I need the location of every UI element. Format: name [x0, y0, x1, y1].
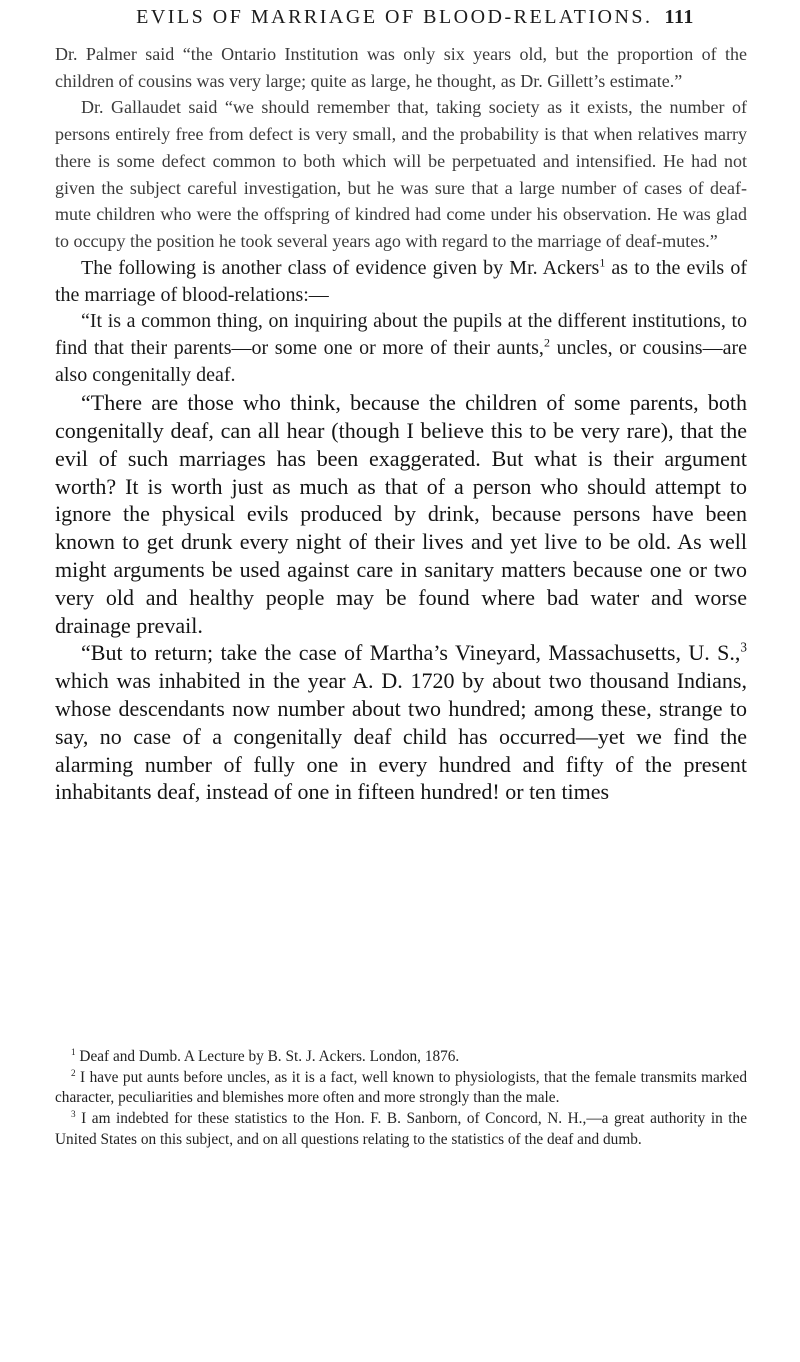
footnote-3: [55, 1109, 747, 1150]
paragraph-marthas-vineyard: [55, 639, 747, 806]
paragraph-common-thing-rest: uncles, or cousins—are also congenitally deaf.: [55, 337, 747, 387]
paragraph-gallaudet: Dr. Gallaudet said “we should remember that, taking society as it exists, the number of persons entirely free from defect is very small, and the probability is that when relatives marry there is some defect common to both which will be perpetuated and intensified. He had not given the subject careful investigation, but he was sure that a large number of cases of deaf-mute children who were the offspring of kindred had come under his observation. He was glad to occupy the position he took several years ago with regard to the marriage of deaf-mutes.”: [55, 97, 747, 251]
footnote-ref-2: 2: [543, 335, 550, 350]
paragraph-ackers-intro-text: The following is another class of evidence given by Mr. Ackers: [81, 256, 600, 279]
paragraph-marthas-vineyard-rest: which was inhabited in the year A. D. 1720 by about two thousand Indians, whose descendants now number about two hundred; among these, strange to say, no case of a congenitally deaf child has occurred—yet we find the alarming number of fully one in every hundred and fifty of the present inhabitants deaf, instead of one in fifteen hundred! or ten times: [55, 668, 747, 805]
footnote-mark: 2: [71, 1067, 76, 1078]
paragraph-ackers-intro: [55, 255, 747, 309]
footnotes: [55, 1047, 747, 1151]
footnote-1: [55, 1047, 747, 1068]
running-header: [110, 6, 720, 29]
footnote-text: Deaf and Dumb. A Lecture by B. St. J. Ackers. London, 1876.: [79, 1048, 460, 1065]
paragraph-palmer: Dr. Palmer said “the Ontario Institution was only six years old, but the proportion of the children of cousins was very large; quite as large, he thought, as Dr. Gillett’s estimate.”: [55, 44, 747, 91]
running-title: EVILS OF MARRIAGE OF BLOOD-RELATIONS.: [136, 6, 653, 28]
paragraph-exaggerated: “There are those who think, because the children of some parents, both congenitally deaf, can all hear (though I believe this to be very rare), that the evil of such marriages has been exaggerated. But what is their argument worth? It is worth just as much as that of a person who should attempt to ignore the physical evils produced by drink, because persons have been known to get drunk every night of their lives and yet live to be old. As well might arguments be used against care in sanitary matters because one or two very old and healthy people may be found where bad water and worse drainage prevail.: [55, 390, 747, 638]
page-number: 111: [664, 6, 694, 28]
footnote-ref-1: 1: [599, 254, 606, 269]
footnote-text: I have put aunts before uncles, as it is a fact, well known to physiologists, that the female transmits marked character, peculiarities and blemishes more often and more strongly than the male.: [55, 1068, 747, 1107]
body-text: [55, 41, 747, 806]
footnote-text: I am indebted for these statistics to the Hon. F. B. Sanborn, of Concord, N. H.,—a great authority in the United States on this subject, and on all questions relating to the statistics of the deaf and dumb.: [55, 1110, 747, 1148]
footnote-mark: 1: [71, 1046, 76, 1057]
paragraph-ackers-intro-rest: as to the evils of the marriage of blood-relations:—: [55, 256, 748, 306]
paragraph-common-thing: [55, 308, 747, 389]
footnote-ref-3: 3: [740, 640, 747, 655]
footnote-mark: 3: [71, 1109, 76, 1120]
paragraph-marthas-vineyard-text: “But to return; take the case of Martha’s Vineyard, Massachusetts, U. S.,: [81, 640, 741, 666]
footnote-2: [55, 1068, 747, 1109]
paragraph-common-thing-text: “It is a common thing, on inquiring about the pupils at the different institutions, to find that their parents—or some one or more of their aunts,: [55, 310, 747, 360]
